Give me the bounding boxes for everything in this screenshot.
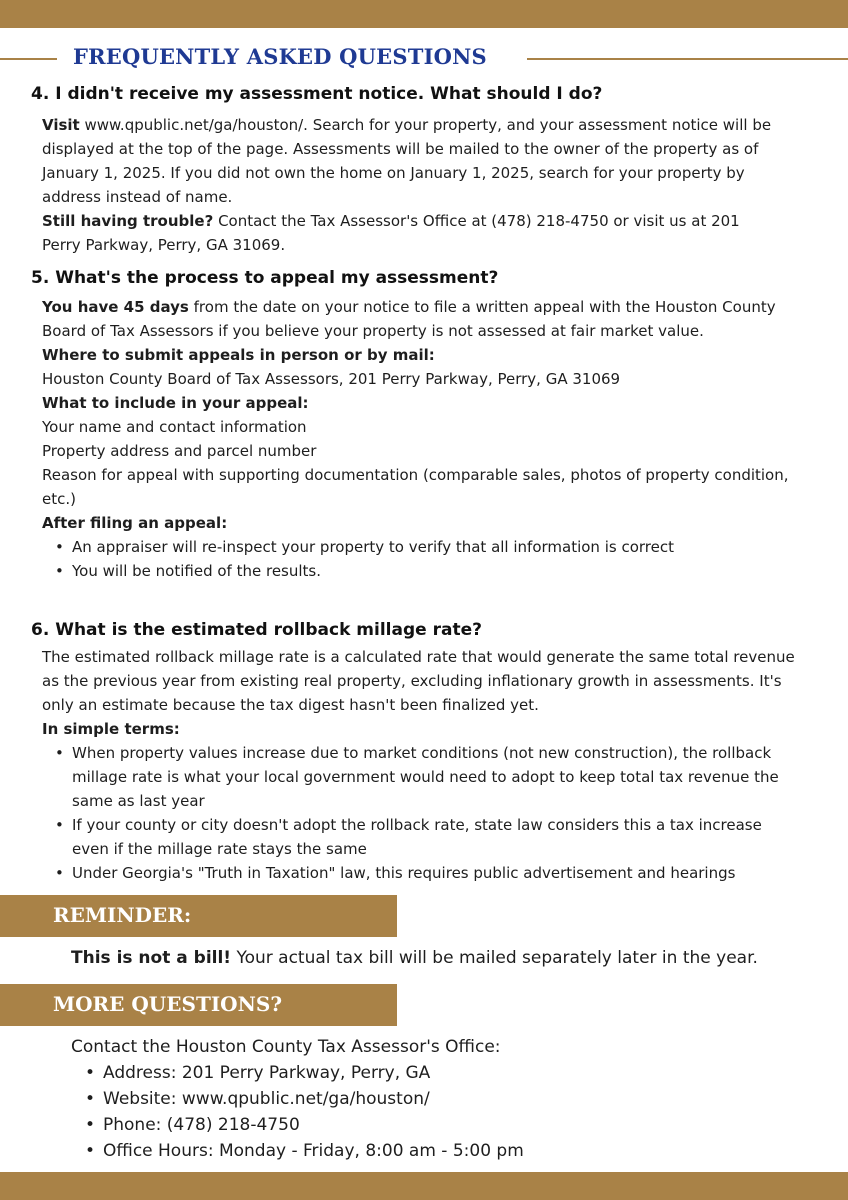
q5-days-paragraph [42,295,812,343]
q6-list [42,741,802,885]
question-5-title: 5. What's the process to appeal my assessment? [31,268,499,288]
more-questions-banner [0,984,397,1026]
more-questions-heading: MORE QUESTIONS? [53,992,283,1016]
contact-list [71,1060,771,1164]
contact-address: • Address: 201 Perry Parkway, Perry, GA [71,1060,771,1086]
reminder-banner [0,895,397,937]
q5-where-text: Houston County Board of Tax Assessors, 201 Perry Parkway, Perry, GA 31069 [42,370,621,388]
contact-phone: • Phone: (478) 218-4750 [71,1112,771,1138]
list-item: • Under Georgia's "Truth in Taxation" law, this requires public advertisement and hearings [42,861,802,885]
q4-visit-paragraph [42,113,782,209]
q5-days-text: from the date on your notice to file a written appeal with the Houston County Board of Tax Assessors if you believe your property is not assessed at fair market value. [42,298,776,340]
reminder-text [71,948,758,968]
list-item: • If your county or city doesn't adopt the rollback rate, state law considers this a tax increase even if the millage rate stays the same [42,813,802,861]
q5-include-item: Your name and contact information [42,418,307,436]
reminder-bold: This is not a bill! [71,948,232,968]
list-item: • An appraiser will re-inspect your property to verify that all information is correct [42,535,812,559]
more-intro: Contact the Houston County Tax Assessor's Office: [71,1037,501,1057]
top-decor-bar [0,0,848,28]
list-item: • When property values increase due to market conditions (not new construction), the rollback millage rate is what your local government would need to adopt to keep total tax revenue the same as last year [42,741,802,813]
question-4-title: 4. I didn't receive my assessment notice. What should I do? [31,84,603,104]
contact-website: • Website: www.qpublic.net/ga/houston/ [71,1086,771,1112]
header-rule-left [0,58,57,60]
q5-include-item: Reason for appeal with supporting documentation (comparable sales, photos of property condition, etc.) [42,466,789,508]
contact-hours: • Office Hours: Monday - Friday, 8:00 am - 5:00 pm [71,1138,771,1164]
q4-trouble-label: Still having trouble? [42,212,214,230]
reminder-heading: REMINDER: [53,903,192,927]
q5-after-label: After filing an appeal: [42,514,228,532]
question-6-title: 6. What is the estimated rollback millage rate? [31,620,482,640]
q5-days-label: You have 45 days [42,298,189,316]
q6-description: The estimated rollback millage rate is a calculated rate that would generate the same total revenue as the previous year from existing real property, excluding inflationary growth in assessments. It's only an estimate because the tax digest hasn't been finalized yet. [42,648,795,714]
reminder-body: Your actual tax bill will be mailed separately later in the year. [231,948,758,968]
header-rule-right [527,58,848,60]
q5-where-label: Where to submit appeals in person or by mail: [42,346,435,364]
q5-include-label: What to include in your appeal: [42,394,309,412]
q4-visit-text: www.qpublic.net/ga/houston/. Search for your property, and your assessment notice will be displayed at the top of the page. Assessments will be mailed to the owner of the property as of January 1, 2025. If you did not own the home on January 1, 2025, search for your property by address instead of name. [42,116,772,206]
question-4-body [42,113,782,257]
q4-trouble-paragraph [42,209,782,257]
q5-include-item: Property address and parcel number [42,442,317,460]
more-questions-body [71,1034,771,1164]
question-6-body [42,645,812,885]
page-title: FREQUENTLY ASKED QUESTIONS [73,44,487,69]
q4-visit-label: Visit [42,116,80,134]
question-5-body [42,295,812,583]
list-item: • You will be notified of the results. [42,559,812,583]
q5-after-list [42,535,812,583]
faq-header [0,44,848,74]
bottom-decor-bar [0,1172,848,1200]
q4-trouble-text: Contact the Tax Assessor's Office at (478) 218-4750 or visit us at 201 Perry Parkway, Perry, GA 31069. [42,212,740,254]
q6-simple-label: In simple terms: [42,720,180,738]
